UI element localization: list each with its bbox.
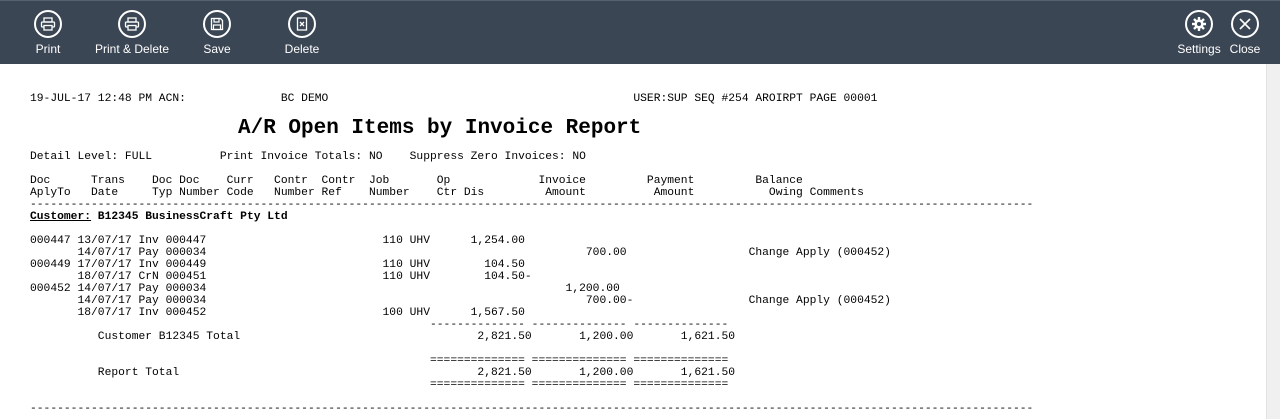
report-header-line: 19-JUL-17 12:48 PM ACN: BC DEMO USER:SUP SEQ #254 AROIRPT PAGE 00001 (30, 93, 878, 105)
column-header-row-1: Doc Trans Doc Doc Curr Contr Contr Job Op Invoice Payment Balance (30, 175, 803, 187)
print-label: Print (35, 42, 61, 56)
table-row: 000447 13/07/17 Inv 000447 110 UHV 1,254.00 (30, 235, 525, 247)
header-separator: ---------------------------------------------------------------------------------------------------------------------------------------------------- (30, 199, 1034, 211)
close-button[interactable] (1231, 1, 1259, 65)
delete-button[interactable] (284, 1, 320, 65)
gear-icon (1185, 10, 1213, 38)
column-header-row-2: AplyTo Date Typ Number Code Number Ref Number Ctr Dis Amount Amount Owing Comments (30, 187, 864, 199)
report-viewer (0, 64, 1266, 419)
table-row: 14/07/17 Pay 000034 700.00 Change Apply (000452) (30, 247, 891, 259)
toolbar (0, 0, 1280, 64)
save-label: Save (203, 42, 231, 56)
print-delete-label: Print & Delete (94, 42, 170, 56)
customer-label: Customer: (30, 211, 92, 223)
settings-label: Settings (1177, 42, 1221, 56)
report-options-line: Detail Level: FULL Print Invoice Totals: NO Suppress Zero Invoices: NO (30, 151, 586, 163)
save-button[interactable] (203, 1, 231, 65)
vertical-scrollbar[interactable] (1266, 64, 1280, 419)
subtotal-rule: -------------- -------------- -------------- (30, 319, 729, 331)
customer-total-line: Customer B12345 Total 2,821.50 1,200.00 1,621.50 (30, 331, 736, 343)
print-delete-button[interactable] (94, 1, 170, 65)
footer-separator: ---------------------------------------------------------------------------------------------------------------------------------------------------- (30, 403, 1034, 415)
total-double-rule-bottom: ============== ============== ============== (30, 379, 729, 391)
trash-icon (288, 10, 316, 38)
close-label: Close (1229, 42, 1261, 56)
table-row: 000452 14/07/17 Pay 000034 1,200.00 (30, 283, 620, 295)
customer-value: B12345 BusinessCraft Pty Ltd (91, 211, 288, 223)
table-row: 14/07/17 Pay 000034 700.00- Change Apply (000452) (30, 295, 891, 307)
delete-label: Delete (284, 42, 320, 56)
print-button[interactable] (34, 1, 62, 65)
table-row: 000449 17/07/17 Inv 000449 110 UHV 104.50 (30, 259, 525, 271)
total-double-rule-top: ============== ============== ============== (30, 355, 729, 367)
close-icon (1231, 10, 1259, 38)
report-title: A/R Open Items by Invoice Report (238, 117, 642, 140)
table-row: 18/07/17 CrN 000451 110 UHV 104.50- (30, 271, 532, 283)
table-row: 18/07/17 Inv 000452 100 UHV 1,567.50 (30, 307, 525, 319)
floppy-disk-icon (203, 10, 231, 38)
printer-icon (34, 10, 62, 38)
settings-button[interactable] (1177, 1, 1221, 65)
report-total-line: Report Total 2,821.50 1,200.00 1,621.50 (30, 367, 736, 379)
printer-icon (118, 10, 146, 38)
customer-heading (30, 211, 288, 223)
